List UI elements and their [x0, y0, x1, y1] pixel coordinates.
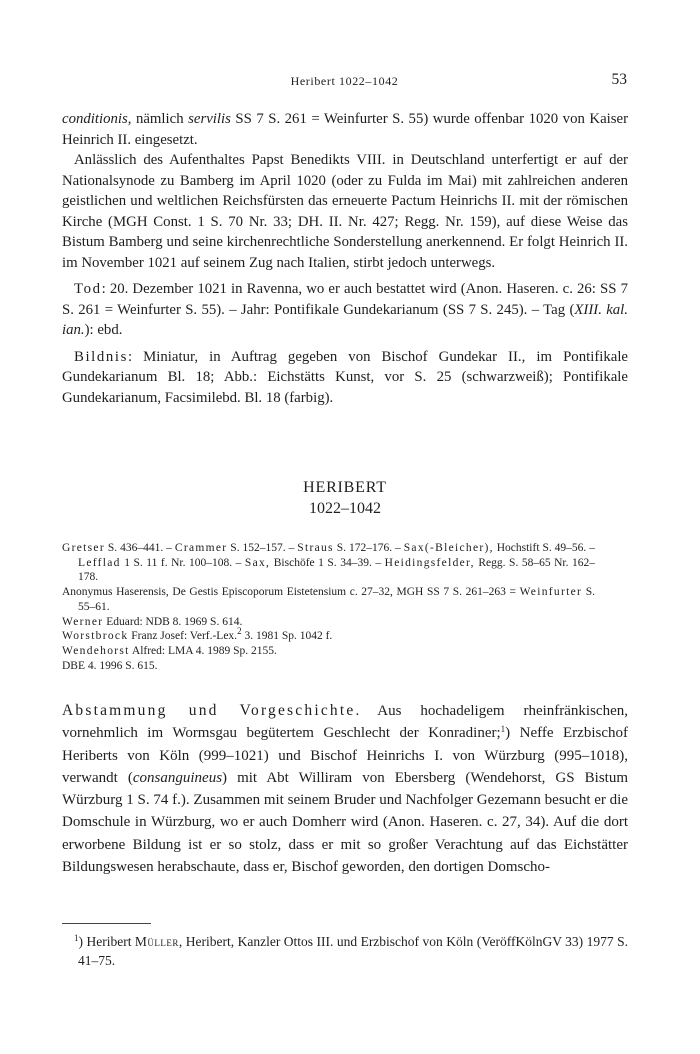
bibliography-item: Werner Eduard: NDB 8. 1969 S. 614. [62, 615, 243, 628]
portrait-label: Bildnis [74, 348, 128, 365]
death-label: Tod [74, 281, 102, 297]
bibliography [62, 541, 595, 673]
paragraph-portrait: Bildnis: Miniatur, in Auftrag gegeben von Bischof Gundekar II., im Pontifikale Gundekarianum Bl. 18; Abb.: Eichstätts Kunst, vor S. 25 (schwarzweiß); Pontifikale Gundekarianum, Facsimilebd. Bl. 18 (farbig). [62, 348, 628, 406]
running-head-title: Heribert 1022–1042 [290, 74, 399, 88]
paragraph-synod: Anlässlich des Aufenthaltes Papst Benedikts VIII. in Deutschland unterfertigt er auf der Nationalsynode zu Bamberg im April 1020 (oder zu Fulda im Mai) mit zahlreichen anderen geistlichen und weltlichen Reichsfürsten das erneuerte Pactum Heinrichs II. mit der römischen Kirche (MGH Const. 1 S. 70 Nr. 33; DH. II. Nr. 427; Regg. Nr. 159), auf diese Weise das Bistum Bamberg und seine kirchenrechtliche Sonderstellung anerkennend. Er folgt Heinrich II. im November 1021 auf seinem Zug nach Italien, stirbt jedoch unterwegs. [62, 152, 628, 271]
footnote-number: 1 [74, 933, 79, 943]
footnote: $^1$) Heribert Müller, Heribert, Kanzler Ottos III. und Erzbischof von Köln (VeröffKölnGV 33) 1977 S. 41–75. [74, 933, 628, 968]
main-text [62, 700, 628, 878]
entry-heading-years: 1022–1042 [309, 500, 381, 517]
bibliography-item: DBE 4. 1996 S. 615. [62, 659, 158, 672]
footnote-reference: 1 [500, 724, 506, 735]
paragraph-appointment: conditionis, nämlich servilis SS 7 S. 261 = Weinfurter S. 55) wurde offenbar 1020 von Kaiser Heinrich II. eingesetzt. [62, 111, 628, 148]
footnote-author: Müller [134, 934, 179, 949]
entry-heading [62, 477, 628, 519]
bibliography-item: Worstbrock Franz Josef: Verf.-Lex.$^2$ 3. 1981 Sp. 1042 f. [62, 626, 333, 643]
bibliography-item: Wendehorst Alfred: LMA 4. 1989 Sp. 2155. [62, 644, 277, 657]
entry-heading-name: HERIBERT [303, 479, 387, 496]
section-lead: Abstammung und Vorgeschichte [62, 702, 356, 719]
bibliography-item: Gretser S. 436–441. – Crammer S. 152–157. – Straus S. 172–176. – Sax(-Bleicher), Hochstift S. 49–56. – Lefflad 1 S. 11 f. Nr. 100–108. – Sax, Bischöfe 1 S. 34–39. – Heidingsfelder, Regg. S. 58–65 Nr. 162–178. [62, 542, 595, 584]
paragraph-death: Tod: 20. Dezember 1021 in Ravenna, wo er auch bestattet wird (Anon. Haseren. c. 26: SS 7 S. 261 = Weinfurter S. 55). – Jahr: Pontifikale Gundekarianum (SS 7 S. 245). – Tag (XIII. kal. ian.): ebd. [62, 281, 628, 338]
running-head [62, 71, 627, 94]
footnote-divider [62, 923, 151, 924]
previous-entry-continuation [62, 109, 628, 408]
paragraph-ancestry: Abstammung und Vorgeschichte. Aus hochadeligem rheinfränkischen, vornehmlich im Wormsgau begütertem Geschlecht der Konradiner;$^1$) Neffe Erzbischof Heriberts von Köln (999–1021) und Bischof Heinrichs I. von Würzburg (995–1018), verwandt (consanguineus) mit Abt Williram von Ebersberg (Wendehorst, GS Bistum Würzburg 1 S. 74 f.). Zusammen mit seinem Bruder und Nachfolger Gezemann besucht er die Domschule in Würzburg, wo er auch Domherr wird (Anon. Haseren. c. 27, 34). Auf die dort erworbene Bildung ist er so stolz, dass er mit so großer Verachtung auf das Eichstätter Bildungswesen herabschaute, dass er, Bischof geworden, den dortigen Domscho- [62, 702, 629, 876]
bibliography-item: Anonymus Haserensis, De Gestis Episcoporum Eistetensium c. 27–32, MGH SS 7 S. 261–263 = Weinfurter S. 55–61. [62, 586, 595, 613]
page-number: 53 [611, 71, 627, 88]
